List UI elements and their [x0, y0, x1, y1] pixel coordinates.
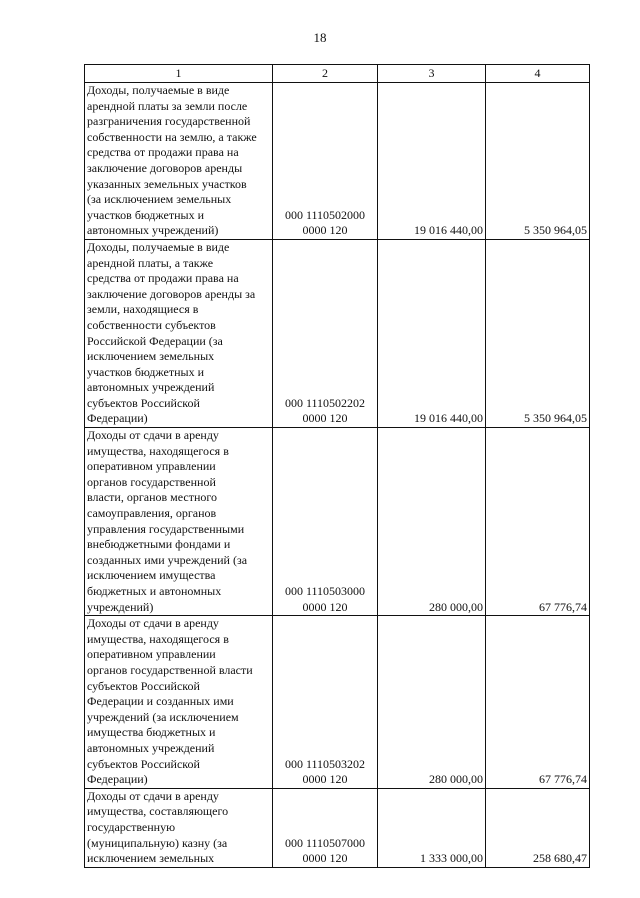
column-header-4: 4: [486, 65, 590, 83]
row-fact-amount: 5 350 964,05: [486, 83, 590, 240]
row-description: [85, 83, 273, 240]
row-description: [85, 788, 273, 867]
code-line: 000 1110503202: [284, 756, 366, 771]
description-line: учреждений): [87, 599, 154, 614]
description-line: исключением земельных: [87, 851, 215, 866]
code-line: 000 1110503000: [284, 584, 366, 598]
table-row: [85, 788, 590, 867]
header-row: [85, 65, 590, 83]
description-line: Российской Федерации (за: [87, 333, 223, 348]
description-line: субъектов Российской: [87, 678, 200, 693]
description-line: арендной платы, а также: [87, 255, 214, 270]
description-line: оперативном управлении: [87, 647, 216, 662]
description-line: имущества бюджетных и: [87, 725, 216, 740]
description-line: имущества, находящегося в: [87, 443, 229, 458]
row-code: [273, 616, 378, 789]
description-line: собственности на землю, а также: [87, 129, 257, 144]
description-line: автономных учреждений: [87, 380, 215, 395]
description-line: созданных ими учреждений (за: [87, 552, 248, 567]
description-line: Доходы, получаемые в виде: [87, 83, 230, 97]
row-code: [273, 239, 378, 427]
row-description: [85, 239, 273, 427]
description-line: субъектов Российской: [87, 395, 200, 410]
description-line: самоуправления, органов: [87, 506, 217, 521]
description-line: автономных учреждений: [87, 740, 215, 755]
description-line: исключением земельных: [87, 349, 215, 364]
description-line: участков бюджетных и: [87, 364, 204, 379]
row-plan-amount: 19 016 440,00: [378, 83, 486, 240]
code-line: 0000 120: [302, 599, 348, 614]
description-line: арендной платы за земли после: [87, 98, 248, 113]
row-code: [273, 83, 378, 240]
page-number: 18: [313, 30, 327, 45]
row-description: [85, 428, 273, 616]
description-line: учреждений (за исключением: [87, 709, 239, 724]
code-line: 000 1110502000: [284, 207, 366, 222]
column-header-1: 1: [85, 65, 273, 83]
description-line: управления государственными: [87, 521, 245, 536]
description-line: внебюджетными фондами и: [87, 537, 231, 552]
description-line: заключение договоров аренды: [87, 160, 243, 175]
description-line: автономных учреждений): [87, 223, 219, 238]
row-fact-amount: 258 680,47: [486, 788, 590, 867]
row-code: [273, 788, 378, 867]
description-line: участков бюджетных и: [87, 207, 204, 222]
description-line: средства от продажи права на: [87, 271, 239, 286]
row-plan-amount: 280 000,00: [378, 428, 486, 616]
row-code: [273, 428, 378, 616]
row-fact-amount: 5 350 964,05: [486, 239, 590, 427]
row-plan-amount: 280 000,00: [378, 616, 486, 789]
description-line: заключение договоров аренды за: [87, 286, 256, 301]
description-line: бюджетных и автономных: [87, 584, 222, 598]
code-line: 000 1110507000: [284, 835, 366, 850]
table-row: [85, 428, 590, 616]
code-line: 000 1110502202: [284, 395, 366, 410]
description-line: государственную: [87, 819, 176, 834]
table-row: [85, 83, 590, 240]
description-line: имущества, находящегося в: [87, 631, 229, 646]
row-plan-amount: 1 333 000,00: [378, 788, 486, 867]
description-line: (муниципальную) казну (за: [87, 835, 228, 850]
code-line: 0000 120: [302, 411, 348, 426]
column-header-2: 2: [273, 65, 378, 83]
table-row: [85, 239, 590, 427]
table-row: [85, 616, 590, 789]
description-line: оперативном управлении: [87, 459, 216, 474]
column-header-3: 3: [378, 65, 486, 83]
code-line: 0000 120: [302, 772, 348, 787]
row-fact-amount: 67 776,74: [486, 428, 590, 616]
description-line: (за исключением земельных: [87, 192, 232, 207]
description-line: указанных земельных участков: [87, 176, 247, 191]
row-fact-amount: 67 776,74: [486, 616, 590, 789]
description-line: разграничения государственной: [87, 114, 251, 129]
description-line: средства от продажи права на: [87, 145, 239, 160]
row-plan-amount: 19 016 440,00: [378, 239, 486, 427]
revenue-table: [84, 64, 590, 868]
description-line: Федерации и созданных ими: [87, 694, 234, 709]
description-line: Федерации): [87, 772, 148, 787]
description-line: Доходы от сдачи в аренду: [87, 616, 219, 631]
description-line: земли, находящиеся в: [87, 302, 199, 317]
code-line: 0000 120: [302, 851, 348, 866]
description-line: Доходы от сдачи в аренду: [87, 788, 219, 803]
description-line: исключением имущества: [87, 568, 216, 583]
description-line: имущества, составляющего: [87, 804, 229, 819]
row-description: [85, 616, 273, 789]
code-line: 0000 120: [302, 223, 348, 238]
description-line: Доходы, получаемые в виде: [87, 239, 230, 254]
description-line: власти, органов местного: [87, 490, 217, 505]
description-line: органов государственной власти: [87, 662, 253, 677]
description-line: органов государственной: [87, 474, 216, 489]
description-line: собственности субъектов: [87, 317, 216, 332]
description-line: Федерации): [87, 411, 148, 426]
description-line: Доходы от сдачи в аренду: [87, 428, 219, 443]
description-line: субъектов Российской: [87, 756, 200, 771]
